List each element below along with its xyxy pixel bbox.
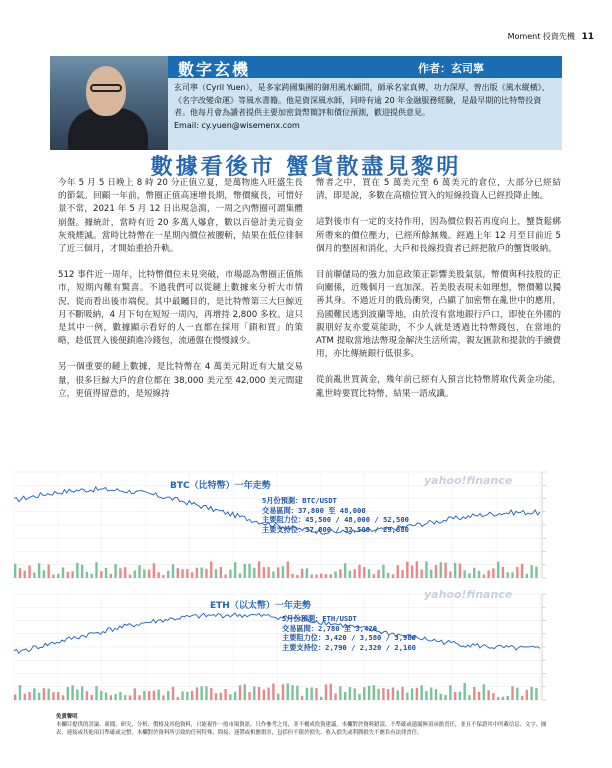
volume-bar [320,574,322,578]
volume-bar [315,688,317,700]
volume-bar [334,571,336,578]
volume-bar [24,571,26,578]
volume-bar [349,687,351,700]
volume-bar [28,565,30,578]
volume-bar [177,697,179,700]
volume-bar [71,685,73,700]
volume-bar [239,573,241,578]
volume-bar [382,688,384,700]
volume-bar [377,570,379,578]
volume-bar [315,575,317,578]
volume-bar [196,687,198,700]
volume-bar [416,688,418,700]
article-column-right [316,177,561,414]
volume-bar [33,572,35,578]
volume-bar [478,571,480,578]
author-photo [50,56,168,150]
volume-bar [406,562,408,578]
eth-info-line: 主要阻力位：3,420 / 3,580 / 3,980 [282,633,416,643]
volume-bar [157,572,159,578]
volume-bar [330,684,332,700]
volume-bar [86,572,88,578]
volume-bar [282,684,284,700]
volume-bar [277,694,279,700]
volume-bar [129,695,131,700]
volume-bar [263,690,265,700]
volume-bar [43,688,45,700]
volume-bar [430,687,432,700]
volume-bar [301,696,303,700]
volume-bar [91,695,93,700]
volume-bar [310,687,312,700]
volume-bar [354,688,356,700]
volume-bar [91,574,93,578]
volume-bar [124,567,126,578]
volume-bar [244,564,246,578]
btc-info-line: 交易區間：37,800 至 48,000 [262,505,366,515]
volume-bar [215,569,217,578]
volume-bar [124,695,126,700]
volume-bar [310,574,312,578]
volume-bar [167,691,169,700]
volume-bar [205,686,207,700]
volume-bar [406,693,408,700]
volume-bar [162,575,164,578]
volume-bar [105,693,107,700]
volume-bar [138,695,140,700]
volume-bar [320,697,322,700]
volume-bar [181,691,183,700]
volume-bar [138,565,140,578]
volume-bar [449,685,451,700]
volume-bar [258,561,260,578]
volume-bar [19,685,21,700]
volume-bar [334,693,336,700]
volume-bar [14,695,16,700]
eth-chart-info [282,614,416,652]
volume-bar [291,574,293,578]
paragraph: 這對後市有一定的支持作用，因為價位假若再度向上，蟹貨鬆綁所帶來的價位壓力，已經所餘無幾。經過上年 12 月至目前近 5 個月的整固和消化，大戶和長線投資者已經把散戶的蟹貨吸納。 [316,217,561,254]
volume-bar [33,688,35,700]
volume-bar [47,689,49,700]
page-header [508,31,594,42]
volume-bar [191,691,193,700]
volume-bar [516,688,518,700]
author-name: 作者：玄司寧 [418,62,484,75]
volume-bar [468,573,470,578]
volume-bar [191,572,193,578]
volume-bar [516,567,518,578]
volume-bar [177,568,179,578]
volume-bar [153,691,155,700]
volume-bar [38,693,40,700]
volume-bar [382,565,384,578]
volume-bar [416,561,418,578]
volume-bar [511,686,513,700]
volume-bar [492,693,494,700]
paragraph: 從前亂世買黃金，幾年前已經有人預言比特幣將取代黃金功能，亂世時要買比特幣，結果一語成讖。 [316,375,561,399]
volume-bar [143,569,145,578]
volume-bar [267,567,269,578]
volume-bar [148,691,150,700]
volume-bar [67,572,69,578]
volume-bar [38,563,40,578]
volume-bar [358,694,360,700]
volume-bar [272,684,274,700]
volume-bar [119,692,121,700]
volume-bar [454,563,456,578]
volume-bar [210,562,212,578]
volume-bar [267,688,269,700]
btc-info-line: 5月份預測：BTC/USDT [262,496,337,505]
volume-bar [435,689,437,700]
volume-bar [387,573,389,578]
volume-bar [354,569,356,578]
volume-bar [483,684,485,700]
author-box [50,56,562,150]
volume-bar [162,696,164,700]
volume-bar [81,686,83,700]
paragraph: 目前聯儲局的強力加息政策正影響美股氣氛，幣價與科技股的正向關係，近幾個月一直加深。若美股表現未如理想，幣價難以獨善其身。不過近月的俄烏衝突，凸顯了加密幣在亂世中的應用，烏國難民逃到波蘭等地，由於沒有當地銀行戶口，即使在外國的親朋好友亦愛莫能助，不少人就是透過比特幣錢包，在當地的 ATM 提取當地法幣現金解決生活所需，親友匯款和提款的手續費用，亦比傳統銀行低很多。 [316,270,561,360]
volume-bar [253,686,255,700]
volume-bar [114,564,116,578]
volume-bar [444,695,446,700]
volume-bar [373,574,375,578]
volume-bar [287,683,289,700]
disclaimer-title: 免責聲明 [56,714,78,720]
volume-bar [392,574,394,578]
column-title: 數字玄機 [178,60,251,79]
volume-bar [258,687,260,700]
volume-bar [497,562,499,578]
paragraph: 今年 5 月 5 日晚上 8 時 20 分正值立夏，是萬物進入旺盛生長的節氣。回顧一年前，幣圈正值高速增長期，幣價瘋長，可惜好景不常，2021 年 5 月 12 日出現急瀉，一周之內幣圈可謂集體崩盤。據統計，當時有近 20 多萬人爆倉，數以百億計美元資金灰飛煙滅。當時比特幣在一星期內價位被腰斬，結果在低位徘徊了近三個月，才開始重拾升軌。 [58,178,303,255]
paragraph: 幣者之中，買在 5 萬美元至 6 萬美元的倉位，大部分已經結清，即是說，多數在高檔位買入的短線投資人已經投降止蝕。 [316,178,561,202]
volume-bar [521,564,523,578]
eth-info-line: 交易區間：2,780 至 3,420 [282,623,378,633]
author-bio [174,82,552,132]
volume-bar [377,689,379,700]
volume-bar [473,568,475,578]
volume-bar [110,574,112,578]
volume-bar [507,696,509,700]
volume-bar [57,574,59,578]
disclaimer [56,713,556,737]
btc-chart [0,466,612,586]
volume-bar [454,692,456,700]
btc-chart-info [262,496,409,534]
volume-bar [306,568,308,578]
volume-bar [401,687,403,700]
volume-bar [459,564,461,578]
volume-bar [296,575,298,578]
volume-bar [81,565,83,578]
volume-bar [95,562,97,578]
author-bio-text: 玄司寧（Cyril Yuen），是多家跨國集團的御用風水顧問，師承名家真傳，功力深厚，曾出版《風水縱橫》、《名字改變命運》等風水書籍。他是資深風水師，同時有逾 20 年金融服務經驗，是最早期的比特幣投資者。他每月會為讀者提供主要加密貨幣簡評和價位預測，歡迎提供意見。 [174,83,550,117]
volume-bar [440,694,442,700]
volume-bar [387,689,389,700]
volume-bar [220,567,222,578]
volume-bar [76,690,78,700]
volume-bar [224,574,226,578]
volume-bar [234,692,236,700]
article-headline: 數據看後市 蟹貨散盡見黎明 [150,155,462,180]
eth-chart-title: ETH（以太幣）一年走勢 [210,601,311,611]
magazine-name: Moment 投資先機 [507,32,575,41]
volume-bar [239,685,241,700]
disclaimer-text: 本欄目提供的評論、新聞、研究、分析、價格及其他資料，只能視作一般市場資訊，只作參考之用，並不構成投資建議。本欄對於資料錯誤、不準確或遺漏無須承擔責任，並且不保證其中所載信息、文字、圖表、連接或其他項目準確或完整。本欄對於資料所引致的任何特殊、間接、連帶或相應損害，包括但不限於損失、收入損失或利潤損失不應負有法律責任。 [56,722,547,736]
volume-bar [401,570,403,578]
volume-bar [530,687,532,700]
volume-bar [363,687,365,700]
volume-bar [210,688,212,700]
volume-bar [483,574,485,578]
volume-bar [43,570,45,578]
volume-bar [430,570,432,578]
volume-bar [253,568,255,578]
volume-bar [167,571,169,578]
volume-bar [205,569,207,578]
volume-bar [263,567,265,578]
volume-bar [220,693,222,700]
volume-bar [530,565,532,578]
volume-bar [67,687,69,700]
volume-bar [200,567,202,578]
volume-bar [420,685,422,700]
volume-bar [19,568,21,578]
volume-bar [306,688,308,700]
volume-bar [186,569,188,578]
volume-bar [296,686,298,700]
btc-chart-watermark: yahoo!finance [424,474,513,487]
volume-bar [52,692,54,700]
volume-bar [463,570,465,578]
volume-bar [463,683,465,700]
volume-bar [440,562,442,578]
volume-bar [196,568,198,578]
volume-bar [511,572,513,578]
eth-chart [0,588,612,708]
volume-bar [425,691,427,700]
volume-bar [24,694,26,700]
volume-bar [449,571,451,578]
volume-bar [344,692,346,700]
volume-bar [502,697,504,700]
volume-bar [397,565,399,578]
volume-bar [28,692,30,700]
volume-bar [339,569,341,578]
volume-bar [473,687,475,700]
volume-bar [282,566,284,578]
paragraph: 512 事件近一周年，比特幣價位未見突破，市場認為幣圈正值熊市，短期內難有驚喜。不過我們可以從鏈上數據來分析大市情況，從而看出後市端倪。其中最矚目的，是比特幣第三大巨鯨近月不斷吸納，4 月下旬在短短一周內，再增持 2,800 多枚。這只是其中一例，數據顯示看好的人一直都在採用「鎖和買」的策略，趁低買入後便鎖進冷錢包，流通盤在慢慢減少。 [58,270,303,347]
volume-bar [325,574,327,578]
volume-bar [229,694,231,700]
volume-bar [105,568,107,578]
volume-bar [535,688,537,700]
volume-bar [502,567,504,578]
volume-bar [277,567,279,578]
volume-bar [444,563,446,578]
volume-bar [358,565,360,578]
volume-bar [172,687,174,700]
volume-bar [363,567,365,578]
volume-bar [425,561,427,578]
volume-bar [86,691,88,700]
column-title-bar [168,56,562,78]
btc-info-line: 主要阻力位：45,500 / 48,000 / 52,500 [262,515,409,525]
eth-chart-watermark: yahoo!finance [424,588,513,601]
volume-bar [339,686,341,700]
volume-bar [411,688,413,700]
volume-bar [368,686,370,700]
volume-bar [526,574,528,578]
volume-bar [134,688,136,700]
volume-bar [248,692,250,700]
volume-bar [143,691,145,700]
volume-bar [14,564,16,578]
volume-bar [468,695,470,700]
volume-bar [157,689,159,700]
volume-bar [100,691,102,700]
volume-bar [57,692,59,700]
volume-bar [392,688,394,700]
volume-bar [521,696,523,700]
volume-bar [244,684,246,700]
volume-bar [95,686,97,700]
volume-bar [301,569,303,578]
volume-bar [344,563,346,578]
volume-bar [507,572,509,578]
eth-info-line: 主要支持位：2,790 / 2,320 / 2,160 [282,642,416,652]
article-column-left [58,177,303,414]
volume-bar [47,564,49,578]
volume-bar [224,689,226,700]
volume-bar [420,569,422,578]
volume-bar [291,685,293,700]
volume-bar [71,571,73,578]
volume-bar [497,697,499,700]
volume-bar [148,570,150,578]
volume-bar [100,571,102,578]
volume-bar [330,574,332,578]
volume-bar [287,562,289,578]
author-email: Email: cy.yuen@wisemenx.com [174,120,300,130]
volume-bar [119,568,121,578]
volume-bar [435,565,437,578]
volume-bar [411,566,413,578]
volume-bar [526,690,528,700]
volume-bar [535,567,537,578]
volume-bar [349,571,351,578]
paragraph: 另一個重要的鏈上數據，是比特幣在 4 萬美元附近有大量交易量，很多巨鯨大戶的倉位都在 38,000 美元至 42,000 美元間建立，更值得留意的，是短線持 [58,362,303,399]
volume-bar [134,570,136,578]
volume-bar [186,692,188,700]
eth-info-line: 5月份預測：ETH/USDT [282,614,357,623]
volume-bar [325,684,327,700]
volume-bar [492,568,494,578]
volume-bar [234,562,236,578]
volume-bar [487,570,489,578]
volume-bar [272,572,274,578]
volume-bar [200,686,202,700]
btc-chart-title: BTC（比特幣）一年走勢 [170,481,271,491]
volume-bar [459,692,461,700]
volume-bar [215,693,217,700]
volume-bar [368,569,370,578]
volume-bar [478,692,480,700]
volume-bar [153,563,155,578]
volume-bar [181,569,183,578]
volume-bar [397,690,399,700]
volume-bar [62,567,64,578]
volume-bar [62,695,64,700]
volume-bar [52,574,54,578]
volume-bar [373,685,375,700]
btc-info-line: 主要支持位：37,800 / 32,500 / 29,880 [262,524,409,534]
volume-bar [487,690,489,700]
volume-bar [76,563,78,578]
volume-bar [114,694,116,700]
page-number: 11 [581,32,594,42]
volume-bar [248,564,250,578]
volume-bar [129,574,131,578]
volume-bar [172,564,174,578]
volume-bar [110,695,112,700]
volume-bar [229,570,231,578]
